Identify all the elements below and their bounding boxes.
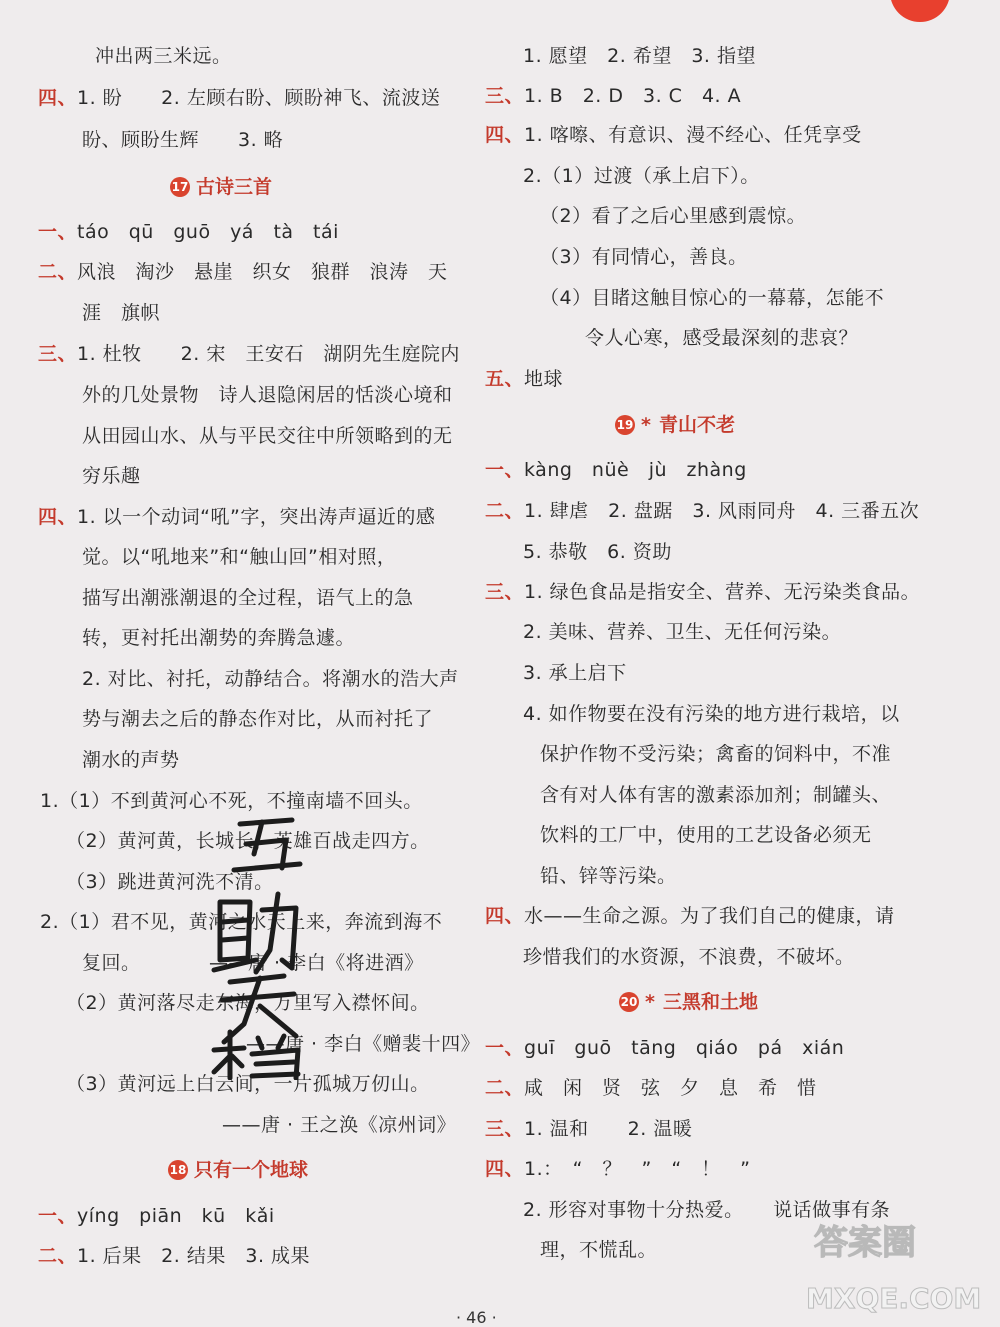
text-line: 理，不慌乱。 [540, 1239, 658, 1261]
section-tag: 二、 [38, 1245, 78, 1267]
section-text: 1. 绿色食品是指安全、营养、无污染类食品。 [524, 581, 921, 603]
section-one [485, 1036, 844, 1060]
lesson-title: 只有一个地球 [194, 1159, 309, 1181]
text-line: （3）有同情心，善良。 [540, 246, 748, 268]
section-text: 咸 闲 贤 弦 夕 息 希 惜 [524, 1077, 817, 1099]
section-tag: 四、 [38, 87, 78, 109]
lesson-title: 青山不老 [658, 414, 735, 436]
section-three [38, 342, 460, 366]
section-three [485, 84, 741, 108]
text-line: 3. 承上启下 [523, 662, 627, 684]
text-line: 复回。 ——唐 · 李白《将进酒》 [82, 952, 424, 974]
section-three [485, 1117, 692, 1141]
section-tag: 四、 [485, 1158, 525, 1180]
section-text: 1. 杜牧 2. 宋 王安石 湖阴先生庭院内 [77, 343, 460, 365]
section-text: 1. B 2. D 3. C 4. A [524, 85, 742, 107]
text-line: 饮料的工厂中，使用的工艺设备必须无 [540, 824, 872, 846]
text-line: 4. 如作物要在没有污染的地方进行栽培，以 [523, 703, 900, 725]
text-line: 2. 美味、营养、卫生、无任何污染。 [523, 621, 842, 643]
section-tag: 四、 [485, 905, 525, 927]
section-tag: 五、 [485, 368, 525, 390]
lesson-number-badge: 17 [170, 177, 190, 197]
text-line: 1. 愿望 2. 希望 3. 指望 [523, 45, 757, 67]
section-four [38, 86, 440, 110]
section-tag: 二、 [38, 261, 78, 283]
section-one [38, 220, 339, 244]
section-text: yíng piān kū kǎi [77, 1205, 275, 1227]
section-tag: 一、 [38, 1205, 78, 1227]
section-two [38, 1244, 310, 1268]
text-line: 冲出两三米远。 [95, 45, 232, 67]
section-three [485, 580, 920, 604]
text-line: 1.（1）不到黄河心不死，不撞南墙不回头。 [40, 790, 423, 812]
section-tag: 一、 [485, 459, 525, 481]
section-two [38, 260, 448, 284]
lesson-number-badge: 18 [168, 1160, 188, 1180]
text-line: 描写出潮涨潮退的全过程，语气上的急 [82, 587, 414, 609]
section-tag: 二、 [485, 500, 525, 522]
text-line: 觉。以“吼地来”和“触山回”相对照， [82, 546, 397, 568]
section-text: 地球 [524, 368, 564, 390]
text-line: 潮水的声势 [82, 749, 180, 771]
text-line: 转，更衬托出潮势的奔腾急遽。 [82, 627, 356, 649]
section-text: 1. 盼 2. 左顾右盼、顾盼神飞、流波送 [77, 87, 441, 109]
lesson-20-heading [619, 989, 758, 1015]
lesson-18-heading [168, 1157, 308, 1183]
section-tag: 一、 [38, 221, 78, 243]
lesson-17-heading [170, 174, 272, 200]
section-two [485, 1076, 817, 1100]
text-line: 势与潮去之后的静态作对比，从而衬托了 [82, 708, 434, 730]
handwriting-overlay [200, 810, 310, 1080]
lesson-title: 三黑和土地 [662, 991, 758, 1013]
section-four [485, 1157, 751, 1181]
text-line: 含有对人体有害的激素添加剂；制罐头、 [540, 784, 892, 806]
page-number: · 46 · [456, 1308, 497, 1327]
section-tag: 三、 [485, 1118, 525, 1140]
watermark-logo [796, 1206, 996, 1324]
text-line: 外的几处景物 诗人退隐闲居的恬淡心境和 [82, 384, 453, 406]
text-line: 从田园山水、从与平民交往中所领略到的无 [82, 425, 453, 447]
text-line: 盼、顾盼生辉 3. 略 [82, 129, 284, 151]
lesson-title: 古诗三首 [196, 176, 273, 198]
section-four [485, 904, 895, 928]
text-line: （2）看了之后心里感到震惊。 [540, 205, 807, 227]
section-tag: 一、 [485, 1037, 525, 1059]
text-line: 2.（1）过渡（承上启下）。 [523, 165, 760, 187]
corner-decoration [890, 0, 970, 26]
section-tag: 三、 [38, 343, 78, 365]
citation-line: ——唐 · 王之涣《凉州词》 [222, 1114, 457, 1136]
text-line: （3）黄河远上白云间，一片孤城万仞山。 [66, 1073, 430, 1095]
lesson-number-badge: 19 [615, 415, 635, 435]
section-one [485, 458, 747, 482]
section-one [38, 1204, 275, 1228]
section-two [485, 499, 919, 523]
text-line: 2. 对比、衬托，动静结合。将潮水的浩大声 [82, 668, 459, 690]
section-text: 1. 后果 2. 结果 3. 成果 [77, 1245, 311, 1267]
section-five [485, 367, 563, 391]
watermark-url-text: MXQE.COM [806, 1282, 982, 1315]
section-tag: 三、 [485, 581, 525, 603]
text-line: 保护作物不受污染；禽畜的饲料中，不准 [540, 743, 892, 765]
section-text: táo qū guō yá tà tái [77, 221, 339, 243]
section-tag: 四、 [38, 506, 78, 528]
text-line: （2）黄河黄，长城长，英雄百战走四方。 [66, 830, 430, 852]
section-four [38, 505, 435, 529]
lesson-19-heading [615, 412, 735, 438]
text-line: 2. 形容对事物十分热爱。 说话做事有条 [523, 1199, 891, 1221]
section-text: guī guō tāng qiáo pá xián [524, 1037, 845, 1059]
text-line: 铅、锌等污染。 [540, 865, 677, 887]
section-tag: 三、 [485, 85, 525, 107]
text-line: 令人心寒，感受最深刻的悲哀？ [585, 327, 859, 349]
text-line: （4）目睹这触目惊心的一幕幕，怎能不 [540, 287, 885, 309]
section-text: 1. 肆虐 2. 盘踞 3. 风雨同舟 4. 三番五次 [524, 500, 920, 522]
section-text: 1. 温和 2. 温暖 [524, 1118, 693, 1140]
section-text: 水——生命之源。为了我们自己的健康，请 [524, 905, 895, 927]
text-line: 2.（1）君不见，黄河之水天上来，奔流到海不 [40, 911, 443, 933]
citation-line: ——唐 · 李白《赠裴十四》 [246, 1033, 481, 1055]
text-line: 穷乐趣 [82, 465, 141, 487]
section-text: kàng nüè jù zhàng [524, 459, 747, 481]
section-tag: 四、 [485, 124, 525, 146]
lesson-number-badge: 20 [619, 992, 639, 1012]
text-line: （2）黄河落尽走东海，万里写入襟怀间。 [66, 992, 430, 1014]
text-line: （3）跳进黄河洗不清。 [66, 871, 274, 893]
section-text: 风浪 淘沙 悬崖 织女 狼群 浪涛 天 [77, 261, 448, 283]
text-line: 涯 旗帜 [82, 302, 161, 324]
section-text: 1. 喀嚓、有意识、漫不经心、任凭享受 [524, 124, 862, 146]
text-line: 5. 恭敬 6. 资助 [523, 541, 672, 563]
text-line: 珍惜我们的水资源，不浪费，不破坏。 [523, 946, 855, 968]
section-four [485, 123, 862, 147]
optional-star: * [645, 991, 655, 1013]
section-text: 1.： “ ？ ” “ ！ ” [524, 1158, 751, 1180]
optional-star: * [641, 414, 651, 436]
section-tag: 二、 [485, 1077, 525, 1099]
section-text: 1. 以一个动词“吼”字，突出涛声逼近的感 [77, 506, 436, 528]
watermark-main-text: 答案圈 [814, 1223, 916, 1263]
